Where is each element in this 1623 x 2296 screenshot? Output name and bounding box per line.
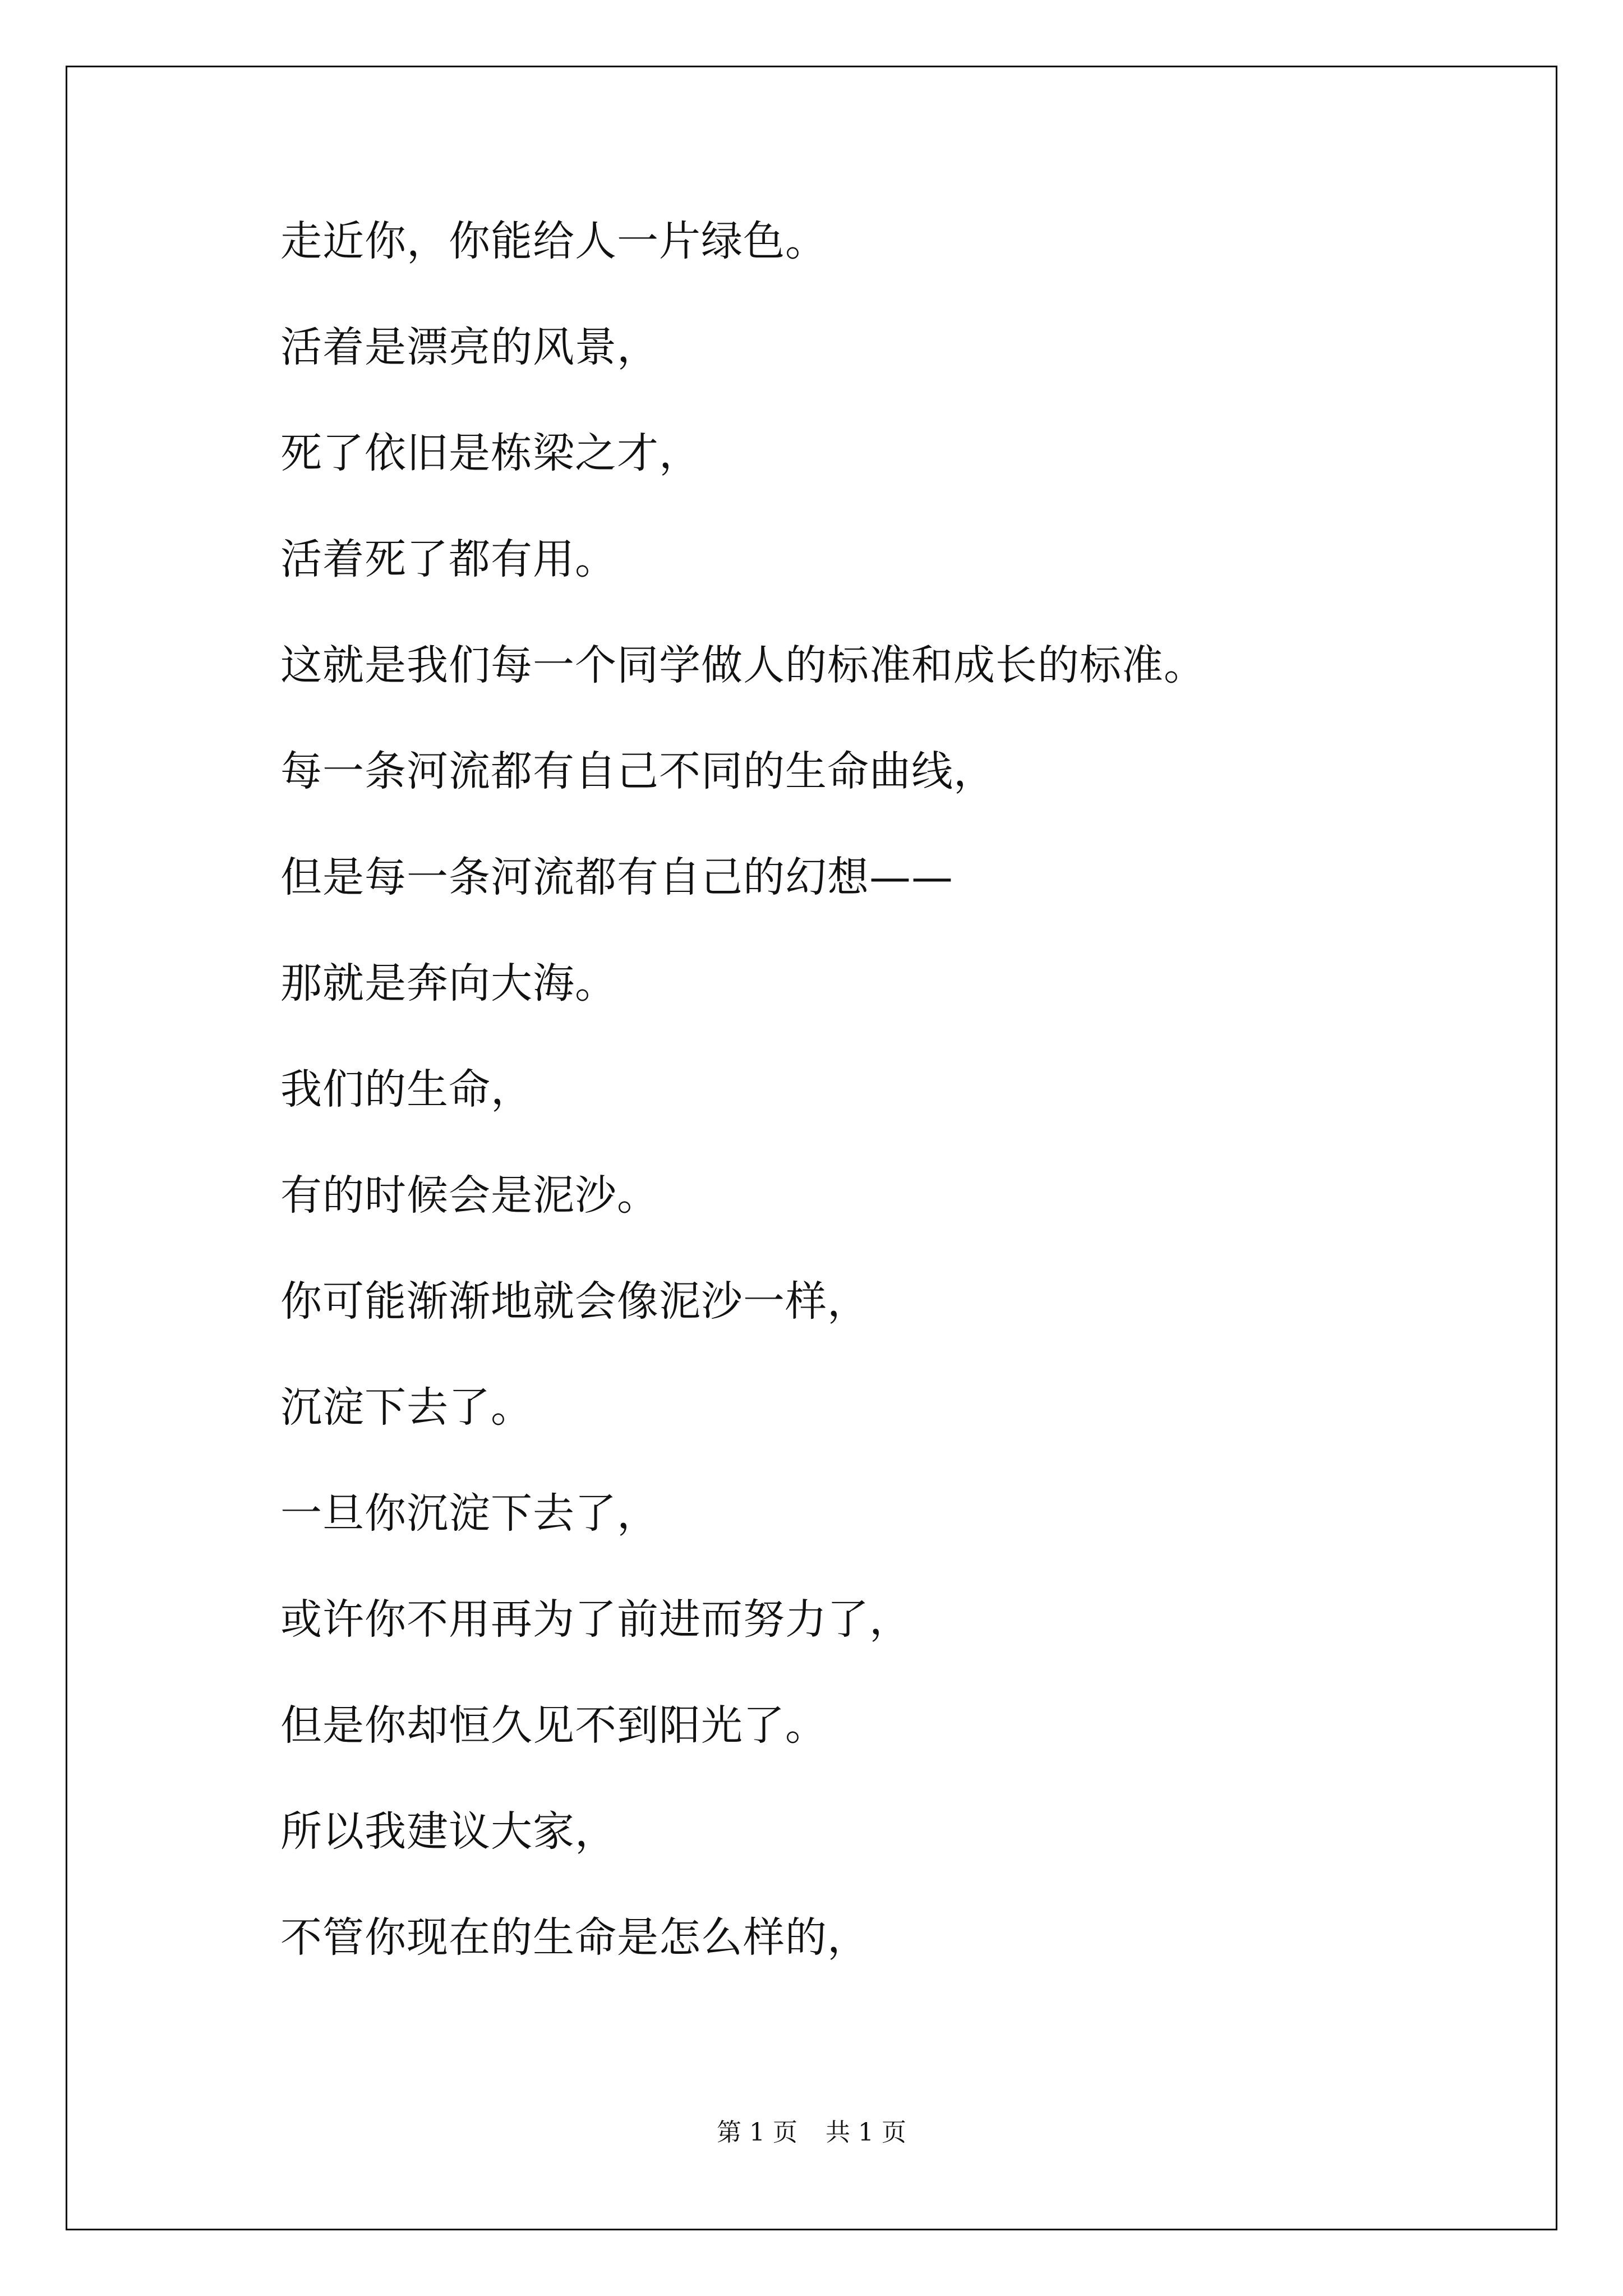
text-line: 这就是我们每一个同学做人的标准和成长的标准。 (280, 641, 1206, 689)
page-footer (0, 2116, 1623, 2150)
page-border (66, 66, 1557, 2230)
text-line: 但是你却恒久见不到阳光了。 (280, 1701, 827, 1750)
text-line: 一旦你沉淀下去了， (280, 1489, 659, 1538)
text-line: 不管你现在的生命是怎么样的， (280, 1913, 869, 1962)
text-line: 死了依旧是栋梁之才， (280, 429, 701, 477)
text-line: 你可能渐渐地就会像泥沙一样， (280, 1277, 869, 1326)
text-line: 活着是漂亮的风景， (280, 323, 659, 371)
page-number: 第 1 页 (717, 2118, 797, 2147)
text-line: 有的时候会是泥沙。 (280, 1171, 659, 1220)
text-line: 沉淀下去了。 (280, 1383, 533, 1432)
page-total: 共 1 页 (826, 2118, 906, 2147)
text-line: 或许你不用再为了前进而努力了， (280, 1595, 911, 1644)
text-line: 我们的生命， (280, 1065, 533, 1114)
text-line: 但是每一条河流都有自己的幻想—— (280, 853, 953, 901)
text-line: 每一条河流都有自己不同的生命曲线， (280, 747, 995, 795)
text-line: 活着死了都有用。 (280, 535, 617, 583)
text-line: 那就是奔向大海。 (280, 959, 617, 1007)
text-line: 走近你，你能给人一片绿色。 (280, 217, 827, 265)
text-line: 所以我建议大家， (280, 1807, 617, 1856)
